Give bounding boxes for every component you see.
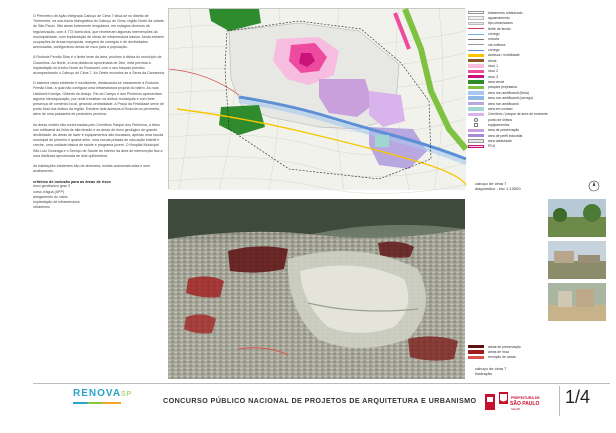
legend-swatch <box>468 70 484 73</box>
legend-label: risco 1 <box>488 64 498 69</box>
renova-sp-suffix: SP <box>121 391 133 398</box>
legend-label: tipo urbanizados <box>488 21 513 26</box>
aerial-render-image <box>168 199 465 379</box>
legend-swatch <box>468 11 484 14</box>
site-photo-3 <box>548 283 606 321</box>
legend-swatch <box>468 134 484 137</box>
footer <box>33 383 610 421</box>
criteria-item: implantação de infraestrutura <box>33 200 80 205</box>
map-caption <box>475 181 521 191</box>
legend-swatch <box>468 102 484 105</box>
legend-swatch <box>468 59 484 62</box>
paragraph-roads: O sistema viário existente é insuficiente, destacando-se unicamente a Rodovia Fernão Dias, à qual não configura uma infraestrutura própria do bairro. As ruas Ushikichi Kamiya, Gilberto de Araújo, Rio do Campo e dos Pinheiros apresentam alguma hierarquização, por onde transitam os ônibus municipais e com forte presença de comércio local, gerando centralidade. A Praça da Felicidade serve de ponto final dos ônibus da região. Existem dois acessos à Rodovia no perímetro, além de uma passarela de pedestres próxima. <box>33 81 165 117</box>
sp-crest-icon <box>483 388 540 418</box>
sp-brand-text: SÃO PAULO <box>510 401 540 407</box>
legend-label: PDU <box>488 144 496 149</box>
legend-swatch <box>468 39 484 40</box>
legend-label: áreas <box>488 58 497 63</box>
paragraph-location: A Rodovia Fernão Dias é o limite leste da área, próximo à divisa do município de Guarulhos. Ao Norte, a uma distância aproximada de 2km, está prevista a implantação do trecho Norte do Rodoanel, com o seu traçado previsto acompanhando o Cabuçu de Cima 7. Ao Oeste encontra-se a Serra da Cantareira. <box>33 55 165 76</box>
legend-label: área em contato <box>488 106 513 111</box>
legend-swatch <box>468 16 484 19</box>
legend-swatch <box>468 91 484 94</box>
legend-label: áreas de preservação <box>488 344 521 349</box>
render-caption-title: cabuçu de cima 7 <box>475 366 507 371</box>
diagnostic-map-drawing <box>169 9 466 190</box>
criteria-item: risco geotécnico grau 3 <box>33 184 71 189</box>
legend-label: córrego <box>488 32 500 37</box>
legend-label: área non aedificandi (córrego) <box>488 96 534 101</box>
legend-label: área non aedificandi <box>488 101 519 106</box>
legend-item <box>468 144 604 149</box>
legend-swatch <box>468 139 484 142</box>
legend-swatch <box>468 145 484 148</box>
legend-label: ponto de ônibus <box>488 117 513 122</box>
contest-title: CONCURSO PÚBLICO NACIONAL DE PROJETOS DE ARQUITETURA E URBANISMO <box>163 396 477 405</box>
legend-label: limite de tecido <box>488 26 511 31</box>
legend-label: loteamento urbanizado <box>488 10 523 15</box>
render-caption-sub: ilustração <box>475 371 493 376</box>
sp-prefeitura-text: PREFEITURA DE <box>511 396 540 400</box>
legend-label: rodovia <box>488 37 500 42</box>
legend-swatch <box>468 113 484 116</box>
legend-label: áreas de risco <box>488 350 510 355</box>
legend-label: remoção de casas <box>488 355 516 360</box>
legend-label: risco 2 <box>488 69 498 74</box>
legend-swatch <box>474 118 478 122</box>
legend-swatch <box>468 356 484 359</box>
legend-swatch <box>468 80 484 83</box>
legend-label: área verde <box>488 80 505 85</box>
render-caption <box>475 366 506 376</box>
paragraph-housing: As habitações existentes são de alvenaria, muitas autoconstruídas e sem acabamento. <box>33 164 151 174</box>
render-legend <box>468 344 521 360</box>
map-caption-title: cabuçu de cima 7 <box>475 181 507 186</box>
legend-swatch <box>468 129 484 132</box>
renova-sp-logo <box>73 388 132 399</box>
criteria-item: urbanismo <box>33 205 50 210</box>
map-caption-scale: diagnóstico - esc 1:10000 <box>475 186 521 191</box>
legend-swatch <box>468 345 484 348</box>
legend-swatch <box>468 64 484 67</box>
legend-label: aguamamento <box>488 16 510 21</box>
legend-swatch <box>468 44 484 45</box>
legend-label: área non aedificandi (linha) <box>488 90 529 95</box>
legend-label: Cemitério / parque de área de enchente <box>488 112 548 117</box>
aerial-render <box>168 199 465 379</box>
legend-swatch <box>468 75 484 78</box>
legend-swatch <box>468 34 484 35</box>
photo-thumbnails <box>548 199 606 325</box>
legend-label: acessos / mobilidade <box>488 53 520 58</box>
paragraph-green-areas: As áreas verdes são conformadas pelo Cemitério Parque dos Pinheiros, a faixa non edificandi da linha de alta tensão e as áreas de risco geológico de grande declividade. As áreas de lazer e equipamentos são escassos, apenas uma escola municipal de primeiro e quarta série, uma escola privada de educação infantil e creche, uma unidade básica de saúde e programa jovem. O Hospital Municipal São Luiz Gonzaga e o Serviço de Saúde do Interior da área de intervenção fica a uma distância aproximada de dois quilômetros. <box>33 122 164 158</box>
legend-swatch <box>468 54 484 57</box>
diagnostic-map <box>168 8 465 189</box>
site-photo-2 <box>548 241 606 279</box>
prefeitura-sp-logo <box>483 388 540 418</box>
legend-swatch <box>468 96 484 99</box>
renova-wordmark: RENOVA <box>73 388 122 399</box>
legend-swatch <box>468 107 484 110</box>
legend-label: equipamentos <box>488 122 510 127</box>
legend-swatch <box>468 28 484 29</box>
legend-label: via coletora <box>488 42 506 47</box>
legend-item <box>468 355 521 360</box>
map-legend <box>468 10 604 149</box>
legend-label: área catastrada <box>488 138 512 143</box>
sp-sub-text: SEHAB <box>511 408 520 411</box>
legend-swatch <box>474 123 478 127</box>
criteria-item: alargamento do viário <box>33 194 68 199</box>
legend-label: área de perfil industrial <box>488 133 523 138</box>
footer-divider <box>559 386 560 416</box>
criteria-title: critérios de inclusão para as áreas de risco <box>33 180 111 185</box>
north-arrow-icon <box>588 180 600 192</box>
legend-label: parques projetados <box>488 85 518 90</box>
legend-swatch <box>468 22 484 25</box>
legend-swatch <box>468 86 484 89</box>
legend-label: risco 3 <box>488 74 498 79</box>
page-number: 1/4 <box>565 387 591 407</box>
description-column <box>33 14 165 364</box>
legend-label: área de preservação <box>488 128 520 133</box>
legend-swatch <box>468 350 484 353</box>
paragraph-intro: O Perímetro de Ação Integrada Cabuçu de Cima 7 situa-se no distrito de Tremembé, na sub-bacia hidrográfica do Cabuçu de Cima, região Norte da cidade de São Paulo. São áreas fortemente irregulares, em estágios diversos de regularização, com 4.772 domicílios, que receberam algumas intervenções da municipalidade, com implantação de obras de infraestrutura básica. Ainda existem ocupações de áreas impróprias, margens de córregos e de declividades acentuadas, configurando áreas de risco para a população. <box>33 14 165 50</box>
legend-label: córrego <box>488 48 500 53</box>
criteria-item: curso d'água (APP) <box>33 189 65 194</box>
renova-color-bars <box>73 402 121 404</box>
legend-swatch <box>468 50 484 51</box>
site-photo-1 <box>548 199 606 237</box>
